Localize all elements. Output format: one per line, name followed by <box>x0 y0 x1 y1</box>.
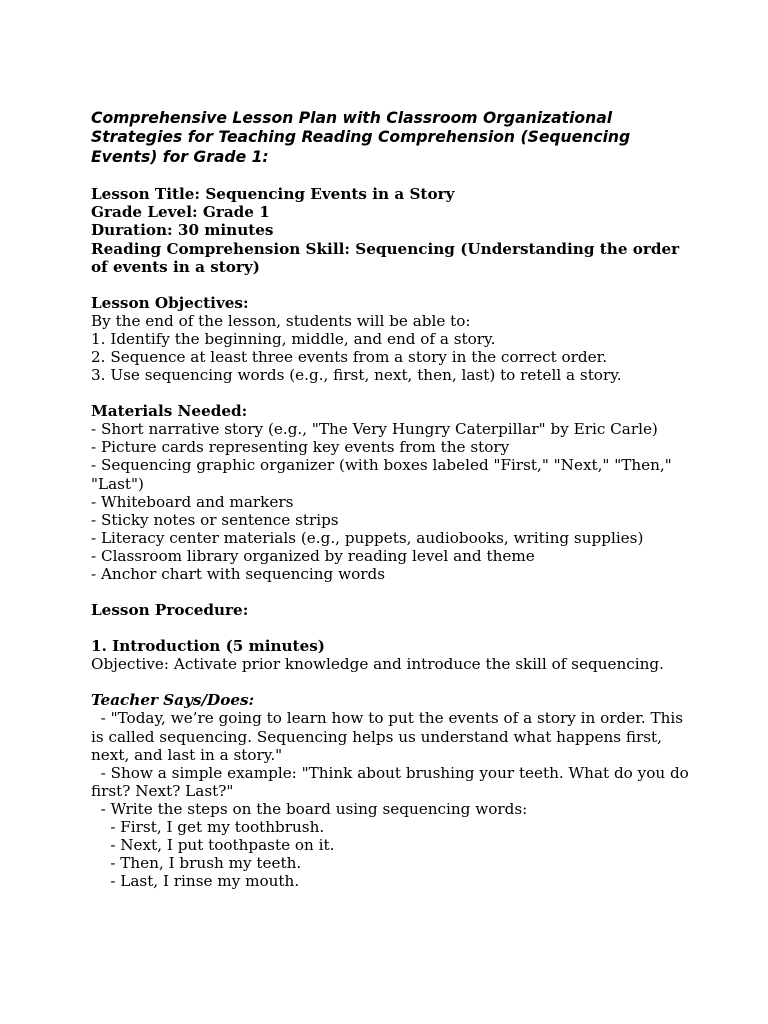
teacher-line: - Next, I put toothpaste on it. <box>91 836 335 855</box>
material-item: - Short narrative story (e.g., "The Very Hungry Caterpillar" by Eric Carle) <box>91 420 658 439</box>
material-item: - Whiteboard and markers <box>91 492 294 511</box>
spacer <box>91 583 691 601</box>
spacer <box>91 167 691 185</box>
material-item: - Classroom library organized by reading level and theme <box>91 546 535 565</box>
grade-level: Grade Level: Grade 1 <box>91 203 270 222</box>
material-item: - Literacy center materials (e.g., puppets, audiobooks, writing supplies) <box>91 528 644 547</box>
materials-heading: Materials Needed: <box>91 402 248 421</box>
materials-section <box>91 402 691 583</box>
teacher-line: - Write the steps on the board using sequencing words: <box>91 799 528 818</box>
teacher-line: - "Today, we’re going to learn how to put the events of a story in order. This is called sequencing. Sequencing helps us understand what happens first, next, and last in a story." <box>91 709 688 764</box>
objectives-intro: By the end of the lesson, students will be able to: <box>91 311 471 330</box>
procedure-heading: Lesson Procedure: <box>91 601 249 620</box>
teacher-line: - Last, I rinse my mouth. <box>91 872 300 891</box>
objectives-section <box>91 294 691 384</box>
document-page <box>91 109 694 891</box>
comprehension-skill: Reading Comprehension Skill: Sequencing (Understanding the order of events in a story) <box>91 239 685 276</box>
material-item: - Sticky notes or sentence strips <box>91 510 339 529</box>
spacer <box>91 384 691 402</box>
spacer <box>91 619 691 637</box>
duration: Duration: 30 minutes <box>91 221 274 240</box>
material-item: - Sequencing graphic organizer (with boxes labeled "First," "Next," "Then," "Last") <box>91 456 677 493</box>
introduction-objective: Objective: Activate prior knowledge and introduce the skill of sequencing. <box>91 655 664 674</box>
teacher-line: - Then, I brush my teeth. <box>91 854 302 873</box>
spacer <box>91 673 691 691</box>
introduction-heading: 1. Introduction (5 minutes) <box>91 637 325 656</box>
lesson-info <box>91 185 691 275</box>
objective-item: 3. Use sequencing words (e.g., first, next, then, last) to retell a story. <box>91 366 622 385</box>
teacher-line: - First, I get my toothbrush. <box>91 818 325 837</box>
objectives-heading: Lesson Objectives: <box>91 293 249 312</box>
teacher-says-heading: Teacher Says/Does: <box>91 691 255 710</box>
material-item: - Picture cards representing key events from the story <box>91 438 510 457</box>
material-item: - Anchor chart with sequencing words <box>91 565 385 583</box>
objective-item: 2. Sequence at least three events from a story in the correct order. <box>91 347 608 366</box>
spacer <box>91 276 691 294</box>
document-title: Comprehensive Lesson Plan with Classroom Organizational Strategies for Teaching Reading Comprehension (Sequencing Events) for Grade 1: <box>91 109 631 166</box>
teacher-line: - Show a simple example: "Think about brushing your teeth. What do you do first? Next? Last?" <box>91 763 694 800</box>
procedure-section <box>91 601 694 891</box>
objective-item: 1. Identify the beginning, middle, and end of a story. <box>91 329 496 348</box>
lesson-title: Lesson Title: Sequencing Events in a Story <box>91 185 455 204</box>
